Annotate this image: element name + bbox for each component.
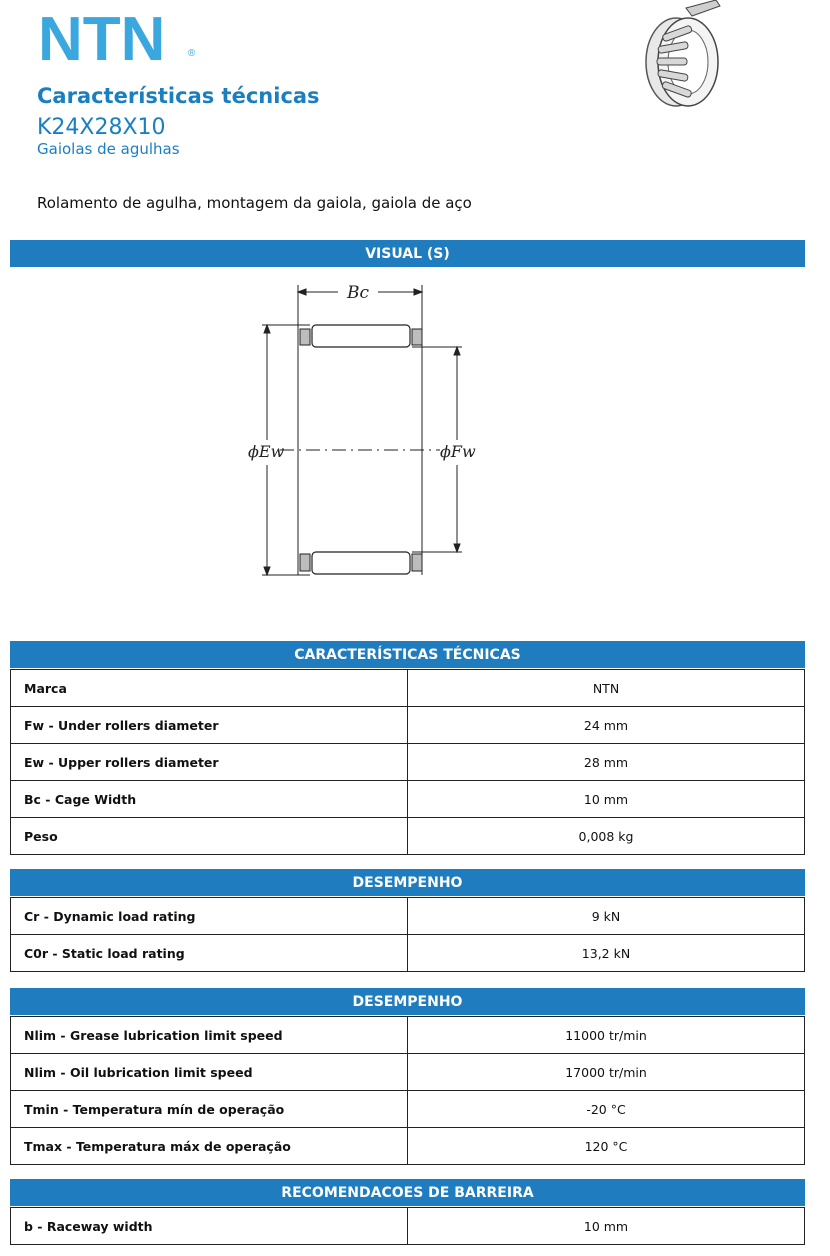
bearing-cross-section-diagram: [240, 275, 500, 585]
label-fw: ϕFw: [440, 442, 476, 461]
table-row: [11, 818, 805, 855]
spec-value: NTN: [408, 670, 805, 707]
product-description: Rolamento de agulha, montagem da gaiola, gaiola de aço: [37, 194, 472, 212]
table-row: [11, 1017, 805, 1054]
table-row: [11, 1091, 805, 1128]
spec-value: 24 mm: [408, 707, 805, 744]
label-ew: ϕEw: [248, 442, 285, 461]
table-row: [11, 935, 805, 972]
spec-key: Tmax - Temperatura máx de operação: [11, 1128, 408, 1165]
spec-value: 17000 tr/min: [408, 1054, 805, 1091]
spec-value: 0,008 kg: [408, 818, 805, 855]
performance-speed-table: [10, 1016, 805, 1165]
section-header-performance-load: DESEMPENHO: [10, 869, 805, 896]
barrier-table: [10, 1207, 805, 1245]
product-category: Gaiolas de agulhas: [37, 140, 180, 158]
table-row: [11, 1208, 805, 1245]
spec-key: Ew - Upper rollers diameter: [11, 744, 408, 781]
section-header-performance-speed: DESEMPENHO: [10, 988, 805, 1015]
performance-load-table: [10, 897, 805, 972]
spec-value: 13,2 kN: [408, 935, 805, 972]
table-row: [11, 744, 805, 781]
label-bc: Bc: [347, 283, 370, 303]
spec-value: 10 mm: [408, 1208, 805, 1245]
table-row: [11, 670, 805, 707]
section-header-visual: VISUAL (S): [10, 240, 805, 267]
ntn-logo: [38, 10, 198, 65]
spec-key: Peso: [11, 818, 408, 855]
spec-value: 28 mm: [408, 744, 805, 781]
table-row: [11, 1054, 805, 1091]
section-header-technical: CARACTERÍSTICAS TÉCNICAS: [10, 641, 805, 668]
table-row: [11, 1128, 805, 1165]
spec-value: 120 °C: [408, 1128, 805, 1165]
spec-value: -20 °C: [408, 1091, 805, 1128]
registered-mark: ®: [188, 48, 196, 59]
spec-value: 10 mm: [408, 781, 805, 818]
spec-key: Tmin - Temperatura mín de operação: [11, 1091, 408, 1128]
spec-key: Nlim - Oil lubrication limit speed: [11, 1054, 408, 1091]
spec-key: Nlim - Grease lubrication limit speed: [11, 1017, 408, 1054]
technical-specs-table: [10, 669, 805, 855]
spec-key: b - Raceway width: [11, 1208, 408, 1245]
spec-value: 9 kN: [408, 898, 805, 935]
spec-key: Bc - Cage Width: [11, 781, 408, 818]
table-row: [11, 707, 805, 744]
spec-key: C0r - Static load rating: [11, 935, 408, 972]
bearing-product-image: [636, 0, 728, 108]
logo-text: NTN: [38, 10, 166, 65]
section-header-barrier: RECOMENDACOES DE BARREIRA: [10, 1179, 805, 1206]
page-title: Características técnicas: [37, 84, 320, 108]
spec-key: Marca: [11, 670, 408, 707]
spec-value: 11000 tr/min: [408, 1017, 805, 1054]
spec-key: Cr - Dynamic load rating: [11, 898, 408, 935]
spec-key: Fw - Under rollers diameter: [11, 707, 408, 744]
model-code: K24X28X10: [37, 115, 166, 140]
table-row: [11, 781, 805, 818]
table-row: [11, 898, 805, 935]
